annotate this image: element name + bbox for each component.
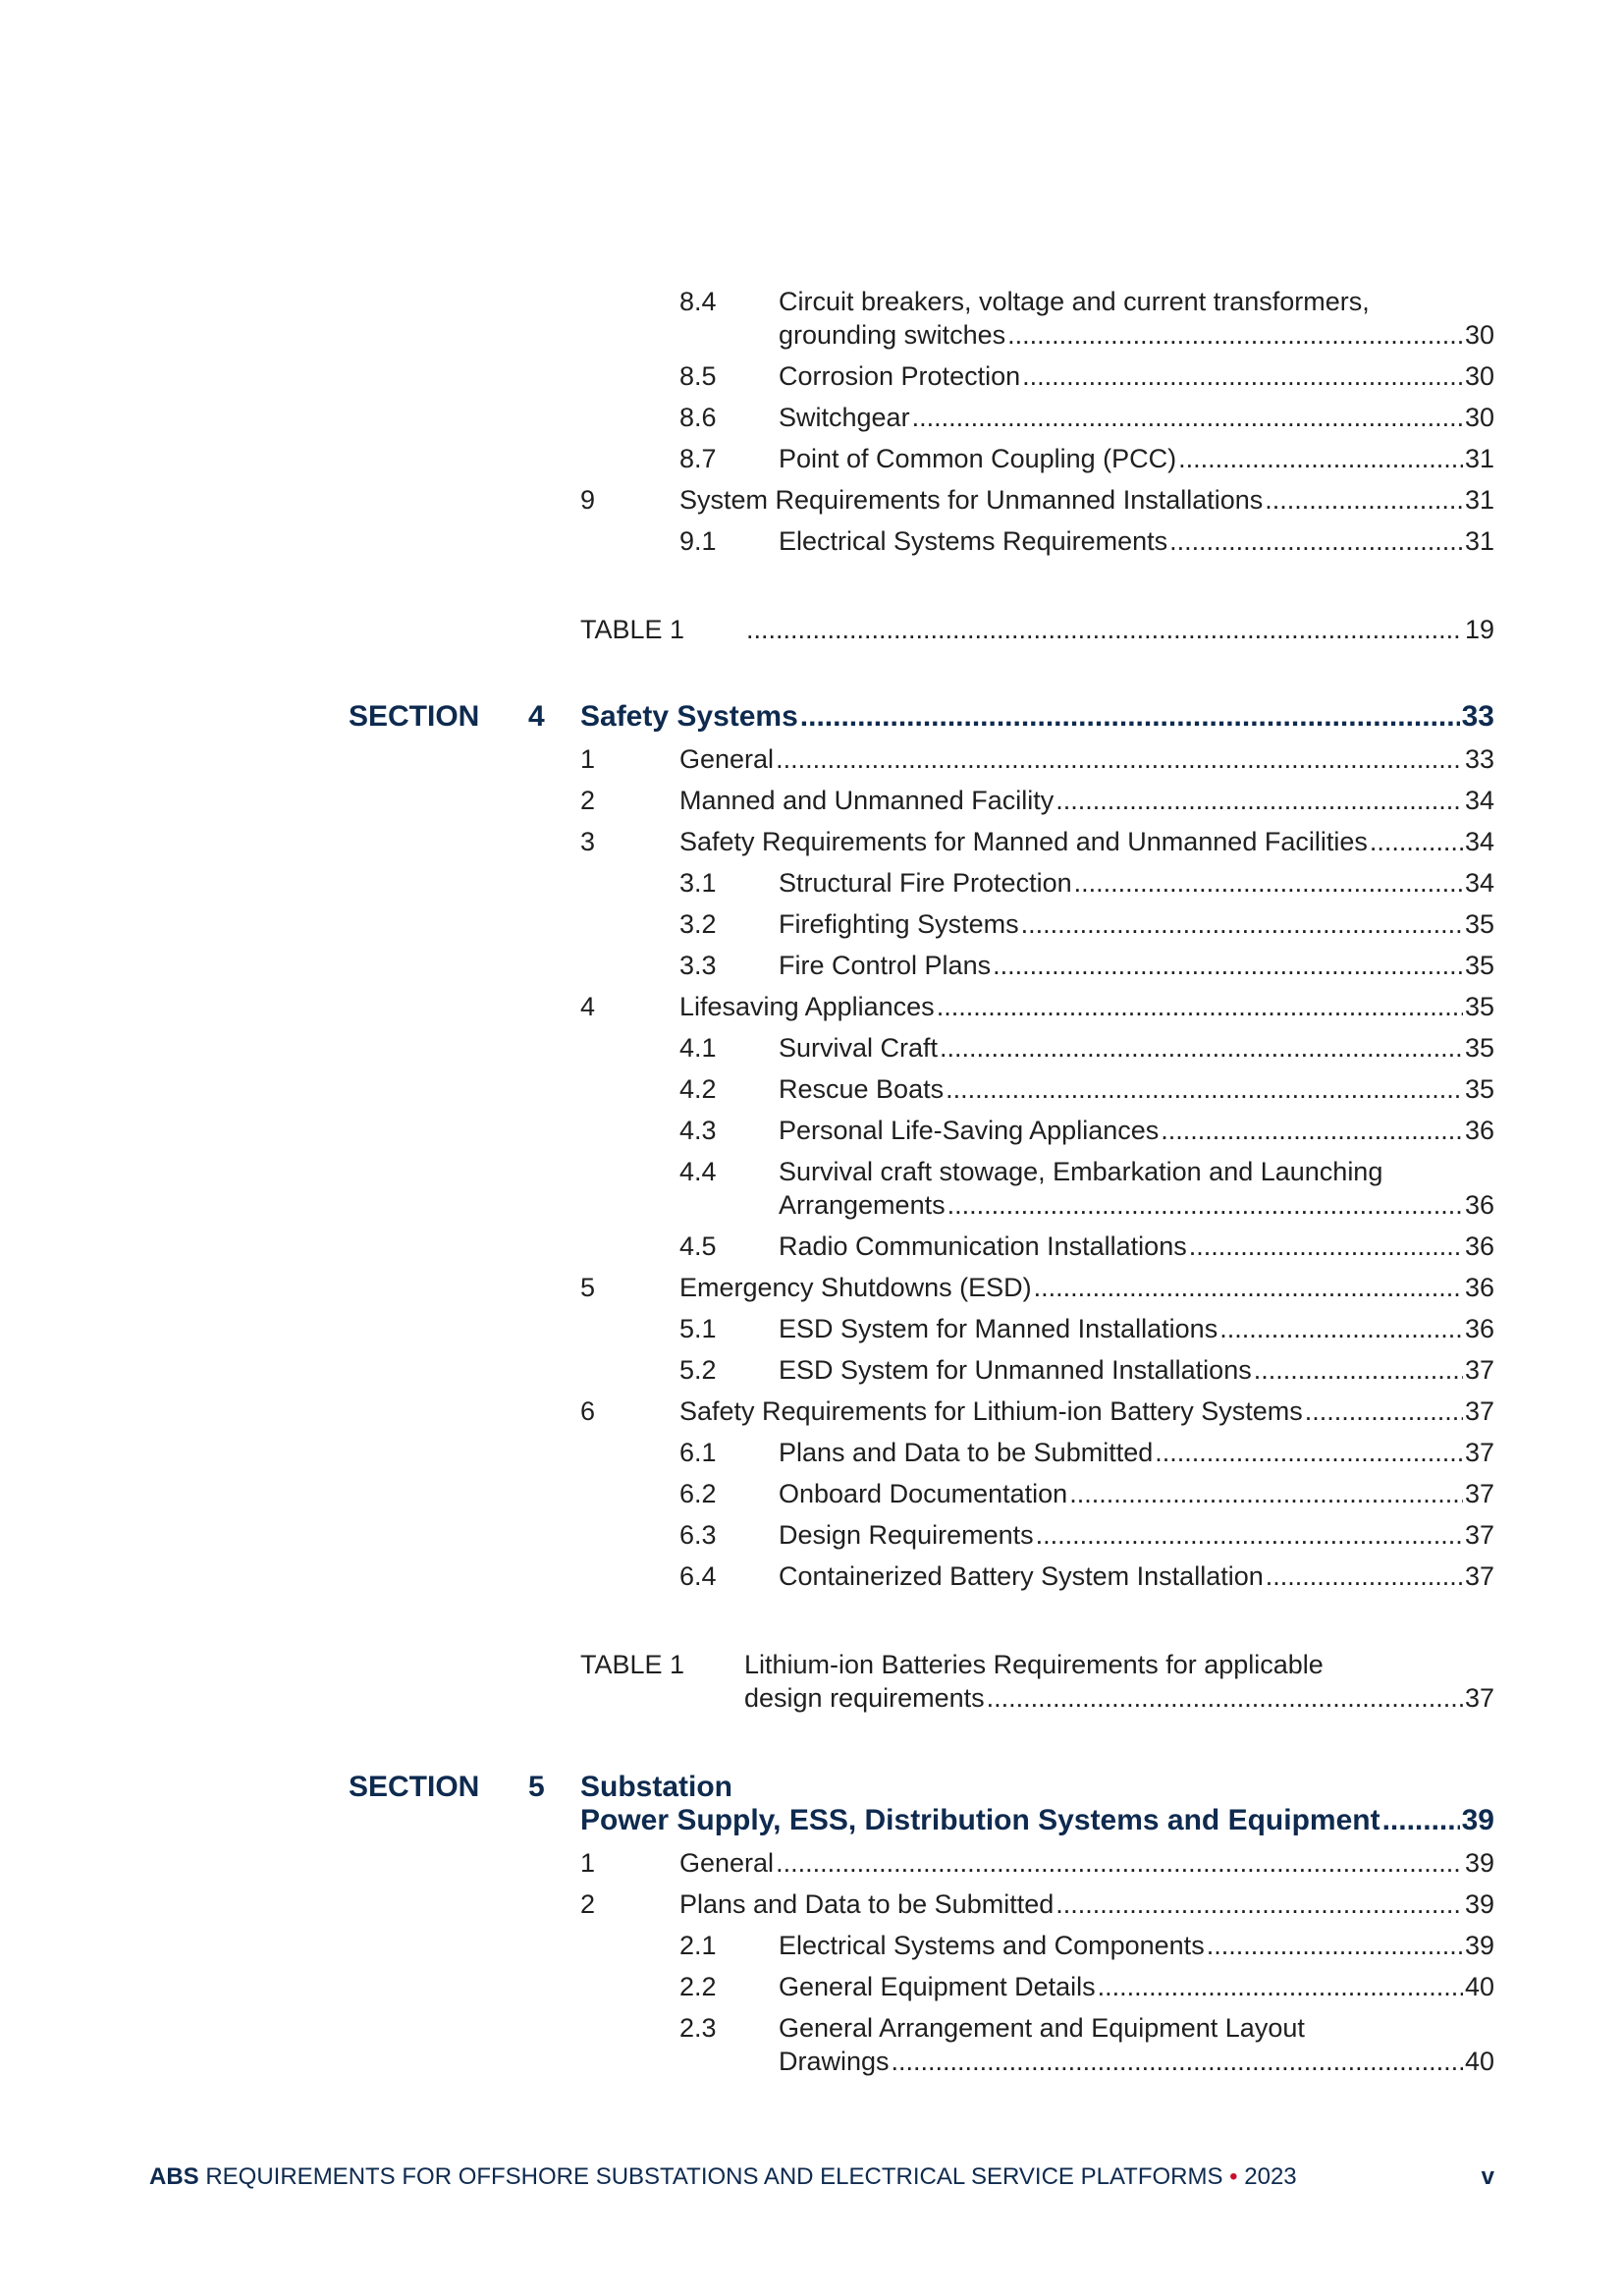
toc-page-number[interactable]: 40 — [1464, 2047, 1494, 2076]
toc-entry-number: 8.5 — [679, 361, 717, 391]
toc-entry[interactable] — [779, 1970, 1494, 2003]
toc-entry-number: 6.2 — [679, 1479, 717, 1508]
toc-entry[interactable] — [779, 1436, 1494, 1469]
toc-entry-number: 3 — [580, 827, 596, 856]
toc-page-number[interactable]: 37 — [1464, 1520, 1494, 1550]
toc-entry-title[interactable]: General Equipment Details — [779, 1972, 1096, 2001]
toc-page-number[interactable]: 40 — [1464, 1972, 1494, 2001]
toc-page-number[interactable]: 33 — [1464, 744, 1494, 774]
dot-leader — [1007, 318, 1463, 352]
toc-entry[interactable] — [779, 1230, 1494, 1263]
section-number: 4 — [528, 700, 545, 733]
toc-page-number[interactable]: 35 — [1464, 909, 1494, 939]
table-label: TABLE 1 — [580, 615, 685, 644]
toc-entry-title[interactable]: Plans and Data to be Submitted — [779, 1438, 1154, 1467]
toc-entry[interactable] — [779, 907, 1494, 941]
toc-page-number[interactable]: 36 — [1464, 1231, 1494, 1261]
toc-entry-title[interactable]: ESD System for Unmanned Installations — [779, 1355, 1252, 1385]
toc-entry[interactable] — [779, 318, 1494, 352]
toc-entry-number: 5.1 — [679, 1314, 717, 1343]
dot-leader — [1069, 1477, 1463, 1510]
toc-entry-number: 9 — [580, 485, 596, 515]
toc-page-number[interactable]: 31 — [1464, 526, 1494, 556]
dot-leader — [776, 742, 1463, 776]
toc-entry-number: 4.5 — [679, 1231, 717, 1261]
section-page-number[interactable]: 33 — [1461, 700, 1494, 733]
toc-entry-title[interactable]: Manned and Unmanned Facility — [679, 786, 1055, 815]
toc-entry-title[interactable]: Survival Craft — [779, 1033, 939, 1063]
footer-page-number: v — [1481, 2163, 1494, 2190]
toc-entry-title[interactable]: Point of Common Coupling (PCC) — [779, 444, 1177, 473]
toc-entry-number: 3.2 — [679, 909, 717, 939]
toc-page-number[interactable]: 39 — [1464, 1931, 1494, 1960]
toc-page-number[interactable]: 36 — [1464, 1116, 1494, 1145]
dot-leader — [1189, 1230, 1463, 1263]
section-label: SECTION — [349, 700, 480, 733]
toc-entry-title[interactable]: Safety Requirements for Manned and Unmanned Facilities — [679, 827, 1368, 856]
toc-page-number[interactable]: 31 — [1464, 485, 1494, 515]
toc-page-number[interactable]: 34 — [1464, 868, 1494, 898]
abs-logo-text: ABS — [149, 2163, 199, 2190]
footer-document-title: REQUIREMENTS FOR OFFSHORE SUBSTATIONS AND ELECTRICAL SERVICE PLATFORMS — [205, 2163, 1223, 2190]
toc-entry-title[interactable]: Radio Communication Installations — [779, 1231, 1187, 1261]
dot-leader — [1161, 1114, 1463, 1147]
toc-entry-title[interactable]: design requirements — [744, 1683, 985, 1713]
toc-entry-number: 1 — [580, 1848, 596, 1878]
toc-table-entry[interactable] — [744, 1681, 1494, 1715]
toc-entry[interactable] — [779, 442, 1494, 475]
toc-entry-title[interactable]: Fire Control Plans — [779, 951, 992, 980]
toc-entry-number: 8.7 — [679, 444, 717, 473]
toc-entry-number: 2.2 — [679, 1972, 717, 2001]
toc-entry[interactable] — [779, 1072, 1494, 1106]
toc-entry[interactable] — [779, 1929, 1494, 1962]
toc-entry-title[interactable]: ESD System for Manned Installations — [779, 1314, 1218, 1343]
toc-entry-number: 2.1 — [679, 1931, 717, 1960]
toc-entry-title[interactable]: Firefighting Systems — [779, 909, 1019, 939]
toc-entry-title[interactable]: Safety Requirements for Lithium-ion Battery Systems — [679, 1396, 1303, 1426]
toc-entry-title[interactable]: Switchgear — [779, 403, 910, 432]
toc-entry-title[interactable]: General — [679, 1848, 775, 1878]
section-number: 5 — [528, 1771, 545, 1803]
dot-leader — [1098, 1970, 1463, 2003]
dot-leader — [1155, 1436, 1463, 1469]
toc-page-number[interactable]: 37 — [1464, 1355, 1494, 1385]
toc-entry[interactable] — [779, 866, 1494, 900]
table-label: TABLE 1 — [580, 1650, 685, 1679]
dot-leader — [800, 699, 1460, 735]
toc-entry-title[interactable]: General — [679, 744, 775, 774]
page-footer — [149, 2160, 1494, 2200]
toc-entry-title[interactable]: Structural Fire Protection — [779, 868, 1072, 898]
toc-entry[interactable] — [679, 1887, 1494, 1921]
toc-entry-number: 4.2 — [679, 1074, 717, 1104]
section-page-number[interactable]: 39 — [1461, 1804, 1494, 1836]
toc-entry-title[interactable]: Corrosion Protection — [779, 361, 1021, 391]
toc-page-number[interactable]: 30 — [1464, 361, 1494, 391]
toc-page-number[interactable]: 37 — [1464, 1561, 1494, 1591]
dot-leader — [940, 1031, 1463, 1065]
toc-entry-number: 9.1 — [679, 526, 717, 556]
toc-entry[interactable] — [779, 1188, 1494, 1222]
footer-year: 2023 — [1244, 2163, 1297, 2190]
toc-entry[interactable] — [779, 1031, 1494, 1065]
bullet-separator: • — [1229, 2163, 1238, 2190]
dot-leader — [1266, 1559, 1463, 1593]
toc-page-number[interactable]: 34 — [1464, 827, 1494, 856]
dot-leader — [993, 949, 1463, 982]
dot-leader — [1305, 1394, 1463, 1428]
toc-entry-number: 4.1 — [679, 1033, 717, 1063]
toc-entry[interactable] — [679, 1394, 1494, 1428]
dot-leader — [1036, 1518, 1463, 1552]
toc-entry[interactable] — [679, 825, 1494, 858]
section-heading[interactable] — [580, 1803, 1494, 1838]
toc-entry[interactable] — [779, 1559, 1494, 1593]
toc-entry-number: 3.3 — [679, 951, 717, 980]
dot-leader — [1022, 359, 1463, 393]
section-title[interactable]: Substation — [580, 1771, 732, 1803]
toc-entry-title[interactable]: Containerized Battery System Installation — [779, 1561, 1264, 1591]
toc-page-number[interactable]: 36 — [1464, 1314, 1494, 1343]
toc-entry-number: 6.3 — [679, 1520, 717, 1550]
toc-entry-number: 6.4 — [679, 1561, 717, 1591]
toc-entry[interactable] — [679, 1271, 1494, 1304]
toc-page-number[interactable]: 36 — [1464, 1190, 1494, 1220]
toc-entry-title[interactable]: Electrical Systems Requirements — [779, 526, 1168, 556]
toc-entry-title[interactable]: Survival craft stowage, Embarkation and Launching — [779, 1157, 1383, 1186]
toc-entry-title[interactable]: General Arrangement and Equipment Layout — [779, 2013, 1305, 2043]
dot-leader — [1254, 1353, 1463, 1387]
toc-entry-title[interactable]: Electrical Systems and Components — [779, 1931, 1205, 1960]
toc-entry[interactable] — [779, 401, 1494, 434]
toc-entry-title[interactable]: Lifesaving Appliances — [679, 992, 935, 1021]
dot-leader — [987, 1681, 1463, 1715]
toc-entry-number: 8.6 — [679, 403, 717, 432]
toc-page-number[interactable]: 30 — [1464, 320, 1494, 350]
toc-entry[interactable] — [679, 784, 1494, 817]
toc-entry[interactable] — [779, 1353, 1494, 1387]
dot-leader — [1074, 866, 1463, 900]
dot-leader — [1055, 784, 1463, 817]
toc-entry[interactable] — [679, 1846, 1494, 1880]
toc-entry[interactable] — [779, 2045, 1494, 2078]
toc-entry[interactable] — [779, 1312, 1494, 1345]
toc-page-number[interactable]: 35 — [1464, 1033, 1494, 1063]
section-heading[interactable] — [580, 699, 1494, 735]
toc-entry-number: 3.1 — [679, 868, 717, 898]
toc-page-number[interactable]: 37 — [1464, 1683, 1494, 1713]
dot-leader — [1055, 1887, 1463, 1921]
toc-page-number[interactable]: 35 — [1464, 951, 1494, 980]
dot-leader — [1382, 1803, 1460, 1838]
toc-entry-number: 5 — [580, 1273, 596, 1302]
toc-entry[interactable] — [779, 1518, 1494, 1552]
toc-entry-number: 2 — [580, 1889, 596, 1919]
toc-entry[interactable] — [779, 359, 1494, 393]
toc-table-entry[interactable] — [744, 613, 1494, 646]
toc-page-number[interactable]: 19 — [1464, 615, 1494, 644]
toc-entry-number: 4.4 — [679, 1157, 717, 1186]
dot-leader — [937, 990, 1463, 1023]
toc-entry-title[interactable]: Emergency Shutdowns (ESD) — [679, 1273, 1032, 1302]
toc-entry[interactable] — [779, 1477, 1494, 1510]
dot-leader — [1178, 442, 1463, 475]
toc-page-number[interactable]: 31 — [1464, 444, 1494, 473]
dot-leader — [892, 2045, 1463, 2078]
dot-leader — [1034, 1271, 1463, 1304]
dot-leader — [1219, 1312, 1463, 1345]
toc-entry-title[interactable]: Arrangements — [779, 1190, 946, 1220]
toc-page-number[interactable]: 37 — [1464, 1479, 1494, 1508]
toc-entry-title[interactable]: Circuit breakers, voltage and current transformers, — [779, 287, 1370, 316]
dot-leader — [776, 1846, 1463, 1880]
toc-entry-number: 2.3 — [679, 2013, 717, 2043]
toc-entry-title[interactable]: Design Requirements — [779, 1520, 1034, 1550]
toc-page-number[interactable]: 39 — [1464, 1848, 1494, 1878]
dot-leader — [1265, 483, 1463, 517]
toc-entry[interactable] — [679, 742, 1494, 776]
toc-page-number[interactable]: 37 — [1464, 1438, 1494, 1467]
dot-leader — [1370, 825, 1463, 858]
toc-entry-number: 5.2 — [679, 1355, 717, 1385]
toc-entry-title[interactable]: grounding switches — [779, 320, 1006, 350]
toc-entry-number: 8.4 — [679, 287, 717, 316]
toc-entry-title[interactable]: Drawings — [779, 2047, 890, 2076]
dot-leader — [947, 1188, 1463, 1222]
toc-entry[interactable] — [779, 524, 1494, 558]
toc-entry-title[interactable]: Personal Life-Saving Appliances — [779, 1116, 1160, 1145]
dot-leader — [746, 613, 1463, 646]
toc-entry-number: 4.3 — [679, 1116, 717, 1145]
toc-page-number[interactable]: 35 — [1464, 1074, 1494, 1104]
toc-entry-title[interactable]: Lithium-ion Batteries Requirements for applicable — [744, 1650, 1324, 1679]
toc-entry[interactable] — [779, 949, 1494, 982]
section-title[interactable]: Power Supply, ESS, Distribution Systems and Equipment — [580, 1804, 1380, 1836]
toc-entry-number: 1 — [580, 744, 596, 774]
dot-leader — [946, 1072, 1463, 1106]
section-title[interactable]: Safety Systems — [580, 700, 798, 733]
toc-entry-number: 2 — [580, 786, 596, 815]
toc-entry-title[interactable]: Rescue Boats — [779, 1074, 945, 1104]
toc-entry[interactable] — [679, 483, 1494, 517]
toc-entry-number: 4 — [580, 992, 596, 1021]
toc-entry-title[interactable]: Onboard Documentation — [779, 1479, 1068, 1508]
dot-leader — [1207, 1929, 1463, 1962]
dot-leader — [912, 401, 1463, 434]
toc-page-number[interactable]: 36 — [1464, 1273, 1494, 1302]
toc-entry-number: 6.1 — [679, 1438, 717, 1467]
dot-leader — [1169, 524, 1463, 558]
toc-entry-title[interactable]: Plans and Data to be Submitted — [679, 1889, 1055, 1919]
toc-page-number[interactable]: 30 — [1464, 403, 1494, 432]
toc-page-number[interactable]: 39 — [1464, 1889, 1494, 1919]
toc-entry-title[interactable]: System Requirements for Unmanned Installations — [679, 485, 1264, 515]
section-label: SECTION — [349, 1771, 480, 1803]
toc-entry-number: 6 — [580, 1396, 596, 1426]
toc-page-number[interactable]: 34 — [1464, 786, 1494, 815]
toc-page-number[interactable]: 37 — [1464, 1396, 1494, 1426]
toc-page-number[interactable]: 35 — [1464, 992, 1494, 1021]
toc-entry[interactable] — [679, 990, 1494, 1023]
toc-entry[interactable] — [779, 1114, 1494, 1147]
dot-leader — [1021, 907, 1463, 941]
